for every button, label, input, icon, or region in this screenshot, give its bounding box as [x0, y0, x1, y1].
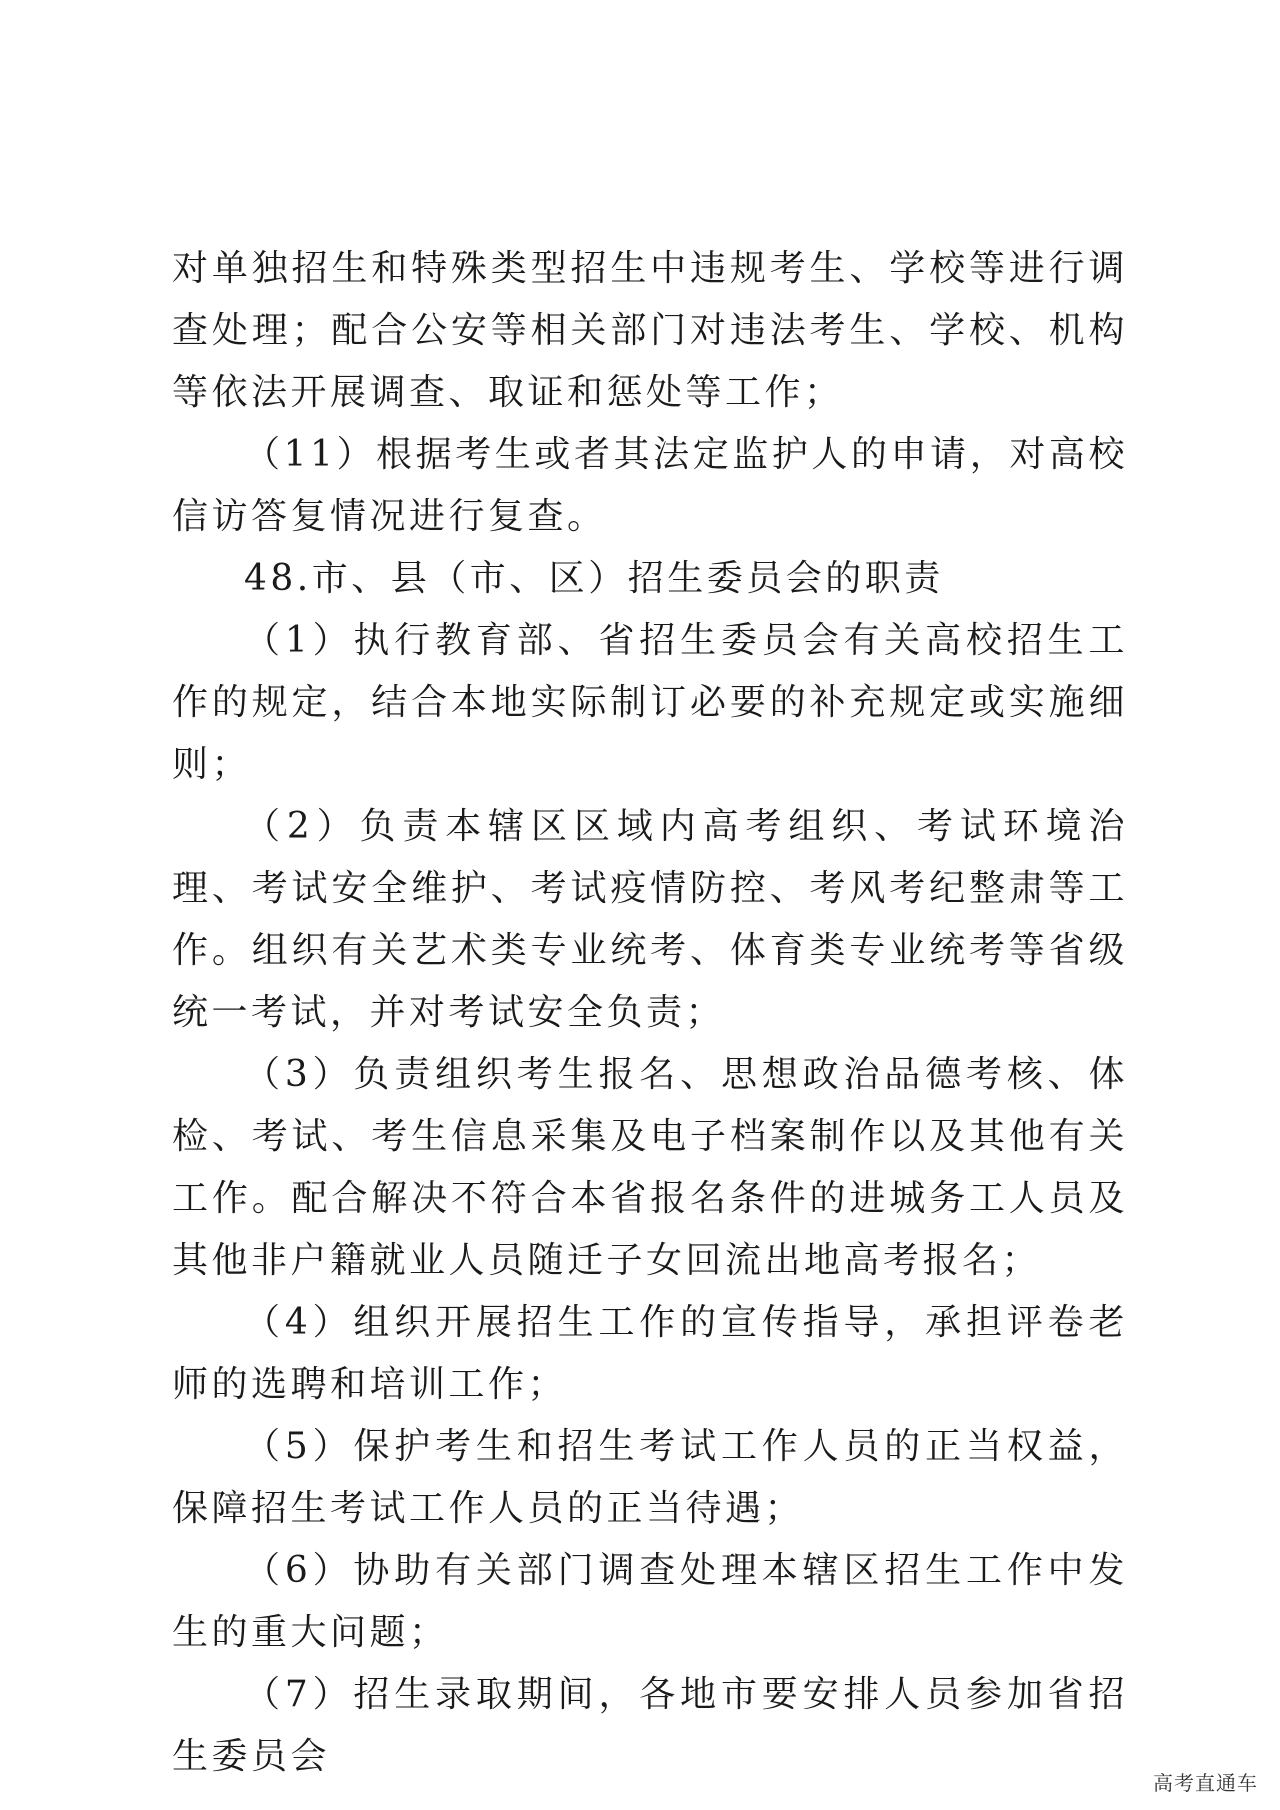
- paragraph-item-7: （7）招生录取期间，各地市要安排人员参加省招生委员会: [172, 1674, 1128, 1777]
- watermark-label: 高考直通车: [1143, 1761, 1268, 1802]
- document-body: [172, 238, 1128, 1788]
- paragraph-item-3: （3）负责组织考生报名、思想政治品德考核、体检、考试、考生信息采集及电子档案制作以及其他有关工作。配合解决不符合本省报名条件的进城务工人员及其他非户籍就业人员随迁子女回流出地高考报名；: [172, 1054, 1128, 1281]
- paragraph-item-5: （5）保护考生和招生考试工作人员的正当权益，保障招生考试工作人员的正当待遇；: [172, 1426, 1128, 1529]
- paragraph-item-1: （1）执行教育部、省招生委员会有关高校招生工作的规定，结合本地实际制订必要的补充规定或实施细则；: [172, 620, 1128, 785]
- paragraph-item-4: （4）组织开展招生工作的宣传指导，承担评卷老师的选聘和培训工作；: [172, 1302, 1128, 1405]
- paragraph-item-2: （2）负责本辖区区域内高考组织、考试环境治理、考试安全维护、考试疫情防控、考风考纪整肃等工作。组织有关艺术类专业统考、体育类专业统考等省级统一考试，并对考试安全负责；: [172, 806, 1128, 1033]
- section-heading-48: 48.市、县（市、区）招生委员会的职责: [244, 558, 944, 599]
- paragraph-item-11: （11）根据考生或者其法定监护人的申请，对高校信访答复情况进行复查。: [172, 434, 1128, 537]
- paragraph-continuation: 对单独招生和特殊类型招生中违规考生、学校等进行调查处理；配合公安等相关部门对违法考生、学校、机构等依法开展调查、取证和惩处等工作；: [172, 248, 1128, 413]
- paragraph-item-6: （6）协助有关部门调查处理本辖区招生工作中发生的重大问题；: [172, 1550, 1128, 1653]
